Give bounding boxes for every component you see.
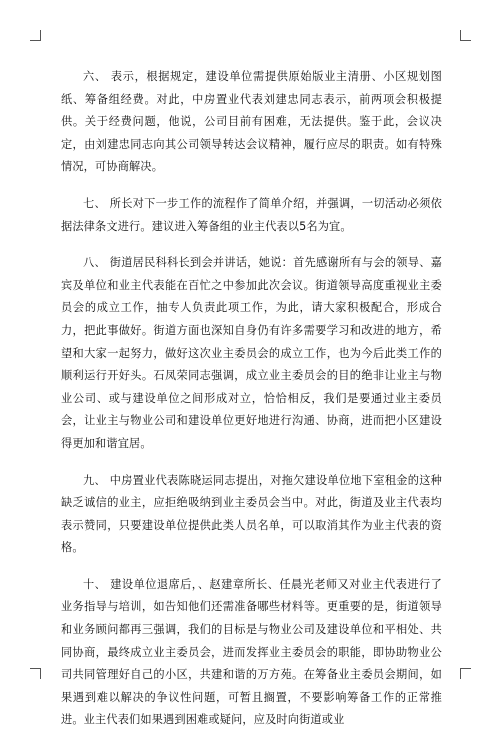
paragraph-item-9: 九、 中房置业代表陈晓运同志提出，对拖欠建设单位地下室租金的这种缺乏诚信的业主，应拒绝吸纳到业主委员会当中。对此，街道及业主代表均表示赞同，只要建设单位提供此类人员名单，可以取消其作为业主代表的资格。	[61, 473, 442, 555]
paragraph-item-7: 七、 所长对下一步工作的流程作了简单介绍，并强调，一切活动必须依据法律条文进行。建议进入筹备组的业主代表以5名为宜。	[61, 196, 442, 233]
crop-mark-bottom-right	[460, 668, 471, 679]
document-body	[61, 66, 442, 732]
paragraph-item-8: 八、 街道居民科科长到会并讲话，她说：首先感谢所有与会的领导、嘉宾及单位和业主代表能在百忙之中参加此次会议。街道领导高度重视业主委员会的成立工作，抽专人负责此项工作，为此，请大家积极配合，形成合力，把此事做好。街道方面也深知自身仍有许多需要学习和改进的地方，希望和大家一起努力，做好这次业主委员会的成立工作，也为今后此类工作的顺利运行开好头。石凤荣同志强调，成立业主委员会的目的绝非让业主与物业公司、或与建设单位之间形成对立，恰恰相反，我们是要通过业主委员会，让业主与物业公司和建设单位更好地进行沟通、协商，进而把小区建设得更加和谐宜居。	[61, 256, 442, 450]
crop-mark-bottom-left	[30, 668, 41, 679]
crop-mark-top-right	[460, 30, 471, 41]
crop-mark-top-left	[30, 30, 41, 41]
paragraph-item-10: 十、 建设单位退席后，、赵建章所长、任晨光老师又对业主代表进行了业务指导与培训，如告知他们还需准备哪些材料等。更重要的是，街道领导和业务顾问都再三强调，我们的目标是与物业公司及建设单位和平相处、共同协商，最终成立业主委员会，进而发挥业主委员会的职能，即协助物业公司共同管理好自己的小区，共建和谐的万方苑。在筹备业主委员会期间，如果遇到难以解决的争议性问题，可暂且搁置，不要影响筹备工作的正常推进。业主代表们如果遇到困难或疑问，应及时向街道或业	[61, 577, 442, 727]
paragraph-item-6: 六、 表示，根据规定，建设单位需提供原始版业主清册、小区规划图纸、筹备组经费。对此，中房置业代表刘建忠同志表示，前两项会积极提供。关于经费问题，他说，公司目前有困难，无法提供。鉴于此，会议决定，由刘建忠同志向其公司领导转达会议精神，履行应尽的职责。如有特殊情况，可协商解决。	[61, 70, 442, 174]
